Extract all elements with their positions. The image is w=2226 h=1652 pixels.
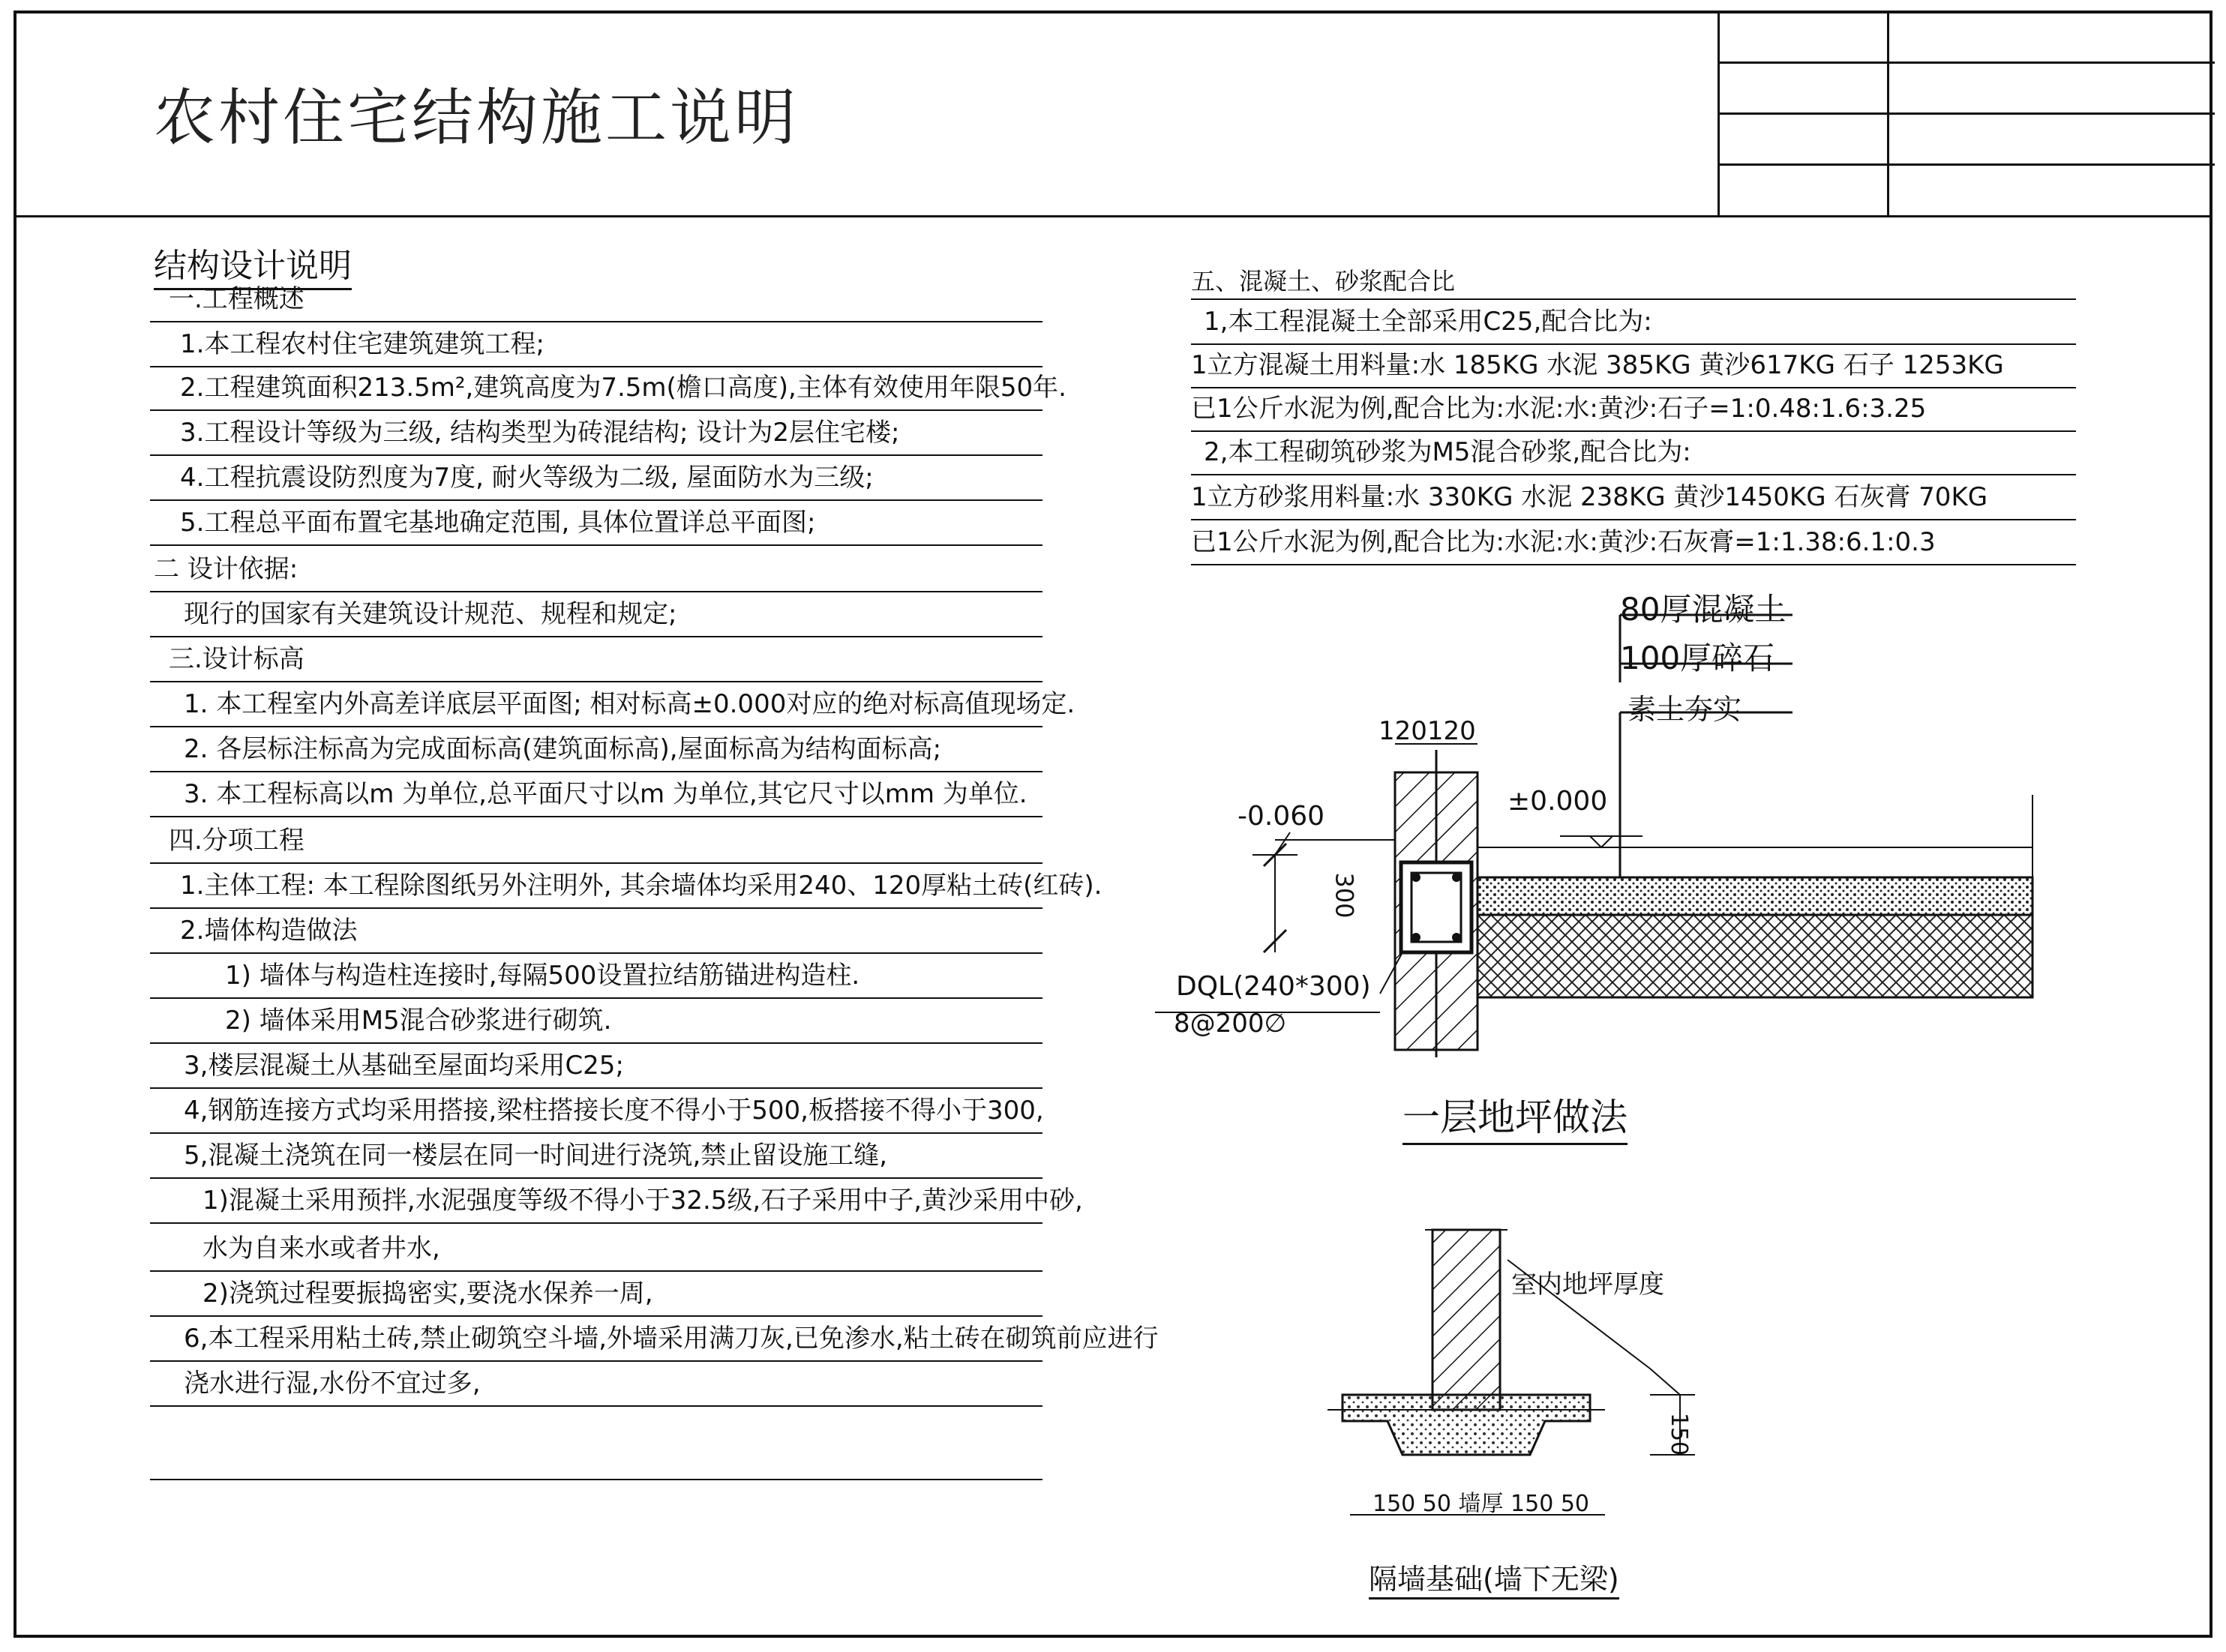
- rule: [150, 1177, 1042, 1179]
- rule: [150, 1270, 1042, 1272]
- left-note-line: 3.工程设计等级为三级, 结构类型为砖混结构; 设计为2层住宅楼;: [180, 418, 900, 448]
- left-note-line: 6,本工程采用粘土砖,禁止砌筑空斗墙,外墙采用满刀灰,已免渗水,粘土砖在砌筑前应进行: [184, 1324, 1159, 1354]
- left-note-line: 1.主体工程: 本工程除图纸另外注明外, 其余墙体均采用240、120厚粘土砖(红砖).: [180, 871, 1102, 901]
- partition-caption: 隔墙基础(墙下无梁): [1369, 1556, 1619, 1600]
- right-note-line: 1立方砂浆用料量:水 330KG 水泥 238KG 黄沙1450KG 石灰膏 70KG: [1191, 482, 1988, 512]
- rule: [150, 366, 1042, 367]
- rule: [150, 862, 1042, 864]
- rule: [150, 1222, 1042, 1224]
- left-note-line: 浇水进行湿,水份不宜过多,: [184, 1369, 481, 1399]
- rule: [150, 636, 1042, 637]
- left-note-line: 1) 墙体与构造柱连接时,每隔500设置拉结筋锚进构造柱.: [225, 961, 860, 991]
- rule: [150, 1479, 1042, 1480]
- right-note-line: 已1公斤水泥为例,配合比为:水泥:水:黄沙:石灰膏=1:1.38:6.1:0.3: [1191, 527, 1936, 557]
- left-note-line: 2.墙体构造做法: [180, 916, 358, 946]
- rule: [1191, 519, 2076, 520]
- rule: [150, 1042, 1042, 1044]
- left-note-line: 一.工程概述: [169, 284, 304, 314]
- left-note-line: 1.本工程农村住宅建筑建筑工程;: [180, 329, 544, 359]
- left-note-line: 现行的国家有关建筑设计规范、规程和规定;: [184, 599, 677, 629]
- partition-dim-side: 150: [1666, 1412, 1693, 1456]
- rule: [150, 771, 1042, 772]
- rule: [150, 681, 1042, 682]
- rule: [150, 1087, 1042, 1089]
- right-note-line: 1立方混凝土用料量:水 185KG 水泥 385KG 黄沙617KG 石子 1253KG: [1191, 350, 2004, 380]
- page-title: 农村住宅结构施工说明: [154, 82, 800, 154]
- elevation-right: ±0.000: [1508, 786, 1608, 817]
- partition-note: 室内地坪厚度: [1511, 1270, 1664, 1300]
- left-note-line: 5.工程总平面布置宅基地确定范围, 具体位置详总平面图;: [180, 508, 816, 538]
- beam-label: DQL(240*300): [1176, 971, 1371, 1002]
- left-note-line: 二 设计依据:: [154, 554, 298, 584]
- left-note-line: 三.设计标高: [169, 644, 304, 674]
- rule: [150, 952, 1042, 954]
- left-note-line: 2) 墙体采用M5混合砂浆进行砌筑.: [225, 1006, 612, 1036]
- title-block-grid: [1718, 10, 2212, 217]
- rule: [1191, 430, 2076, 432]
- rule: [1191, 343, 2076, 345]
- left-note-line: 4,钢筋连接方式均采用搭接,梁柱搭接长度不得小于500,板搭接不得小于300,: [184, 1096, 1044, 1126]
- left-note-line: 四.分项工程: [169, 826, 304, 856]
- floor-detail-caption: 一层地坪做法: [1402, 1087, 1628, 1145]
- left-note-line: 1. 本工程室内外高差详底层平面图; 相对标高±0.000对应的绝对标高值现场定.: [184, 689, 1076, 719]
- rule: [150, 1315, 1042, 1317]
- left-note-line: 4.工程抗震设防烈度为7度, 耐火等级为二级, 屋面防水为三级;: [180, 463, 874, 493]
- layer-label-gravel: 100厚碎石: [1620, 640, 1775, 676]
- rule: [150, 409, 1042, 411]
- left-note-line: 2. 各层标注标高为完成面标高(建筑面标高),屋面标高为结构面标高;: [184, 734, 942, 764]
- rule: [150, 907, 1042, 909]
- rule: [1191, 474, 2076, 475]
- left-note-line: 5,混凝土浇筑在同一楼层在同一时间进行浇筑,禁止留设施工缝,: [184, 1141, 888, 1171]
- right-note-line: 已1公斤水泥为例,配合比为:水泥:水:黄沙:石子=1:0.48:1.6:3.25: [1191, 394, 1927, 424]
- rule: [150, 816, 1042, 817]
- rule: [150, 1132, 1042, 1134]
- left-note-line: 水为自来水或者井水,: [202, 1234, 440, 1264]
- layer-label-concrete: 80厚混凝土: [1620, 591, 1786, 628]
- rule: [150, 591, 1042, 592]
- right-note-line: 2,本工程砌筑砂浆为M5混合砂浆,配合比为:: [1204, 437, 1691, 467]
- rule: [150, 1405, 1042, 1407]
- right-note-line: 1,本工程混凝土全部采用C25,配合比为:: [1204, 307, 1652, 337]
- rule: [150, 544, 1042, 546]
- rule: [1191, 298, 2076, 300]
- section-heading: 结构设计说明: [154, 238, 352, 290]
- dim-side: 300: [1330, 872, 1359, 919]
- elevation-left: -0.060: [1238, 801, 1325, 832]
- layer-label-soil: 素土夯实: [1628, 693, 1742, 726]
- partition-dims-bottom: 150 50 墙厚 150 50: [1372, 1491, 1590, 1517]
- left-note-line: 3. 本工程标高以m 为单位,总平面尺寸以m 为单位,其它尺寸以mm 为单位.: [184, 779, 1028, 809]
- rule: [150, 454, 1042, 456]
- left-note-line: 2.工程建筑面积213.5m²,建筑高度为7.5m(檐口高度),主体有效使用年限50年.: [180, 373, 1066, 403]
- beam-rebar: 8@200∅: [1174, 1009, 1287, 1039]
- rule: [150, 1360, 1042, 1362]
- right-heading: 五、混凝土、砂浆配合比: [1191, 267, 1456, 295]
- rule: [150, 321, 1042, 322]
- rule: [1191, 387, 2076, 388]
- rule: [1191, 564, 2076, 565]
- rule: [150, 499, 1042, 501]
- left-note-line: 3,楼层混凝土从基础至屋面均采用C25;: [184, 1051, 624, 1081]
- rule: [150, 726, 1042, 727]
- rule: [150, 997, 1042, 999]
- dim-top: 120120: [1378, 716, 1476, 746]
- left-note-line: 1)混凝土采用预拌,水泥强度等级不得小于32.5级,石子采用中子,黄沙采用中砂,: [202, 1186, 1083, 1216]
- left-note-line: 2)浇筑过程要振捣密实,要浇水保养一周,: [202, 1279, 653, 1309]
